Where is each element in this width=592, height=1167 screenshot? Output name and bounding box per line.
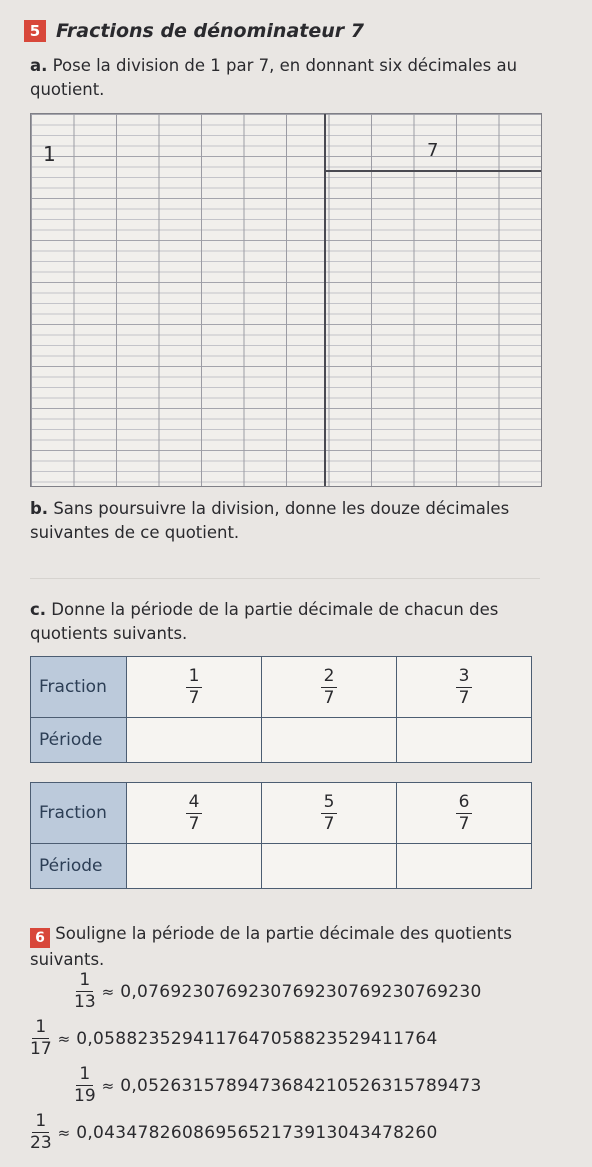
decimal-value[interactable]: 0,0526315789473684210526315789473 (120, 1075, 482, 1096)
fraction-cell (127, 783, 262, 844)
division-grid[interactable] (30, 113, 542, 487)
fraction: $\frac{1}{17}$ (30, 1017, 52, 1059)
table-header-periode: Période (31, 718, 127, 763)
list-item (30, 1019, 438, 1058)
question-a-text: Pose la division de 1 par 7, en donnant six décimales au quotient. (30, 56, 518, 99)
fraction: $\frac{1}{13}$ (74, 970, 96, 1012)
fraction: $\frac{1}{7}$ (186, 668, 203, 707)
fraction-table-1 (30, 656, 532, 763)
question-a-letter: a. (30, 56, 48, 75)
fraction: $\frac{6}{7}$ (456, 794, 473, 833)
fraction-cell (127, 657, 262, 718)
fraction: $\frac{1}{23}$ (30, 1111, 52, 1153)
exercise-6-text: Souligne la période de la partie décimale des quotients suivants. (30, 924, 512, 969)
periode-answer-cell[interactable] (127, 718, 262, 763)
list-item (74, 972, 482, 1011)
periode-answer-cell[interactable] (127, 844, 262, 889)
fraction-table-2 (30, 782, 532, 889)
fraction-cell (397, 783, 532, 844)
periode-answer-cell[interactable] (397, 718, 532, 763)
question-c (30, 598, 550, 646)
table-header-fraction: Fraction (31, 657, 127, 718)
answer-line[interactable] (30, 578, 540, 579)
list-item (74, 1066, 482, 1105)
periode-answer-cell[interactable] (262, 718, 397, 763)
periode-answer-cell[interactable] (397, 844, 532, 889)
question-a (30, 54, 550, 102)
division-divisor: 7 (427, 140, 439, 161)
fraction: $\frac{2}{7}$ (321, 668, 338, 707)
decimal-value[interactable]: 0,0434782608695652173913043478260 (76, 1122, 438, 1143)
table-header-fraction: Fraction (31, 783, 127, 844)
periode-answer-cell[interactable] (262, 844, 397, 889)
exercise-number-badge: 6 (30, 928, 50, 948)
fraction-cell (397, 657, 532, 718)
decimal-value[interactable]: 0,0588235294117647058823529411764 (76, 1028, 438, 1049)
list-item (30, 1113, 438, 1152)
fraction-cell (262, 783, 397, 844)
fraction-cell (262, 657, 397, 718)
decimal-value[interactable]: 0,0769230769230769230769230769230 (120, 981, 482, 1002)
division-horizontal-bar (324, 170, 541, 172)
fraction: $\frac{1}{19}$ (74, 1064, 96, 1106)
question-b (30, 497, 550, 545)
fraction: $\frac{4}{7}$ (186, 794, 203, 833)
question-b-text: Sans poursuivre la division, donne les douze décimales suivantes de ce quotient. (30, 499, 510, 542)
division-dividend: 1 (43, 142, 56, 166)
approx-symbol: ≈ (57, 1123, 71, 1142)
exercise-number-badge: 5 (24, 20, 46, 42)
fraction: $\frac{3}{7}$ (456, 668, 473, 707)
approx-symbol: ≈ (57, 1029, 71, 1048)
question-b-letter: b. (30, 499, 49, 518)
exercise-6-instruction (30, 922, 550, 972)
table-header-periode: Période (31, 844, 127, 889)
fraction: $\frac{5}{7}$ (321, 794, 338, 833)
question-c-text: Donne la période de la partie décimale de chacun des quotients suivants. (30, 600, 499, 643)
exercise-title: Fractions de dénominateur 7 (56, 20, 364, 42)
exercise-5-header (24, 20, 364, 42)
approx-symbol: ≈ (101, 982, 115, 1001)
approx-symbol: ≈ (101, 1076, 115, 1095)
question-c-letter: c. (30, 600, 47, 619)
